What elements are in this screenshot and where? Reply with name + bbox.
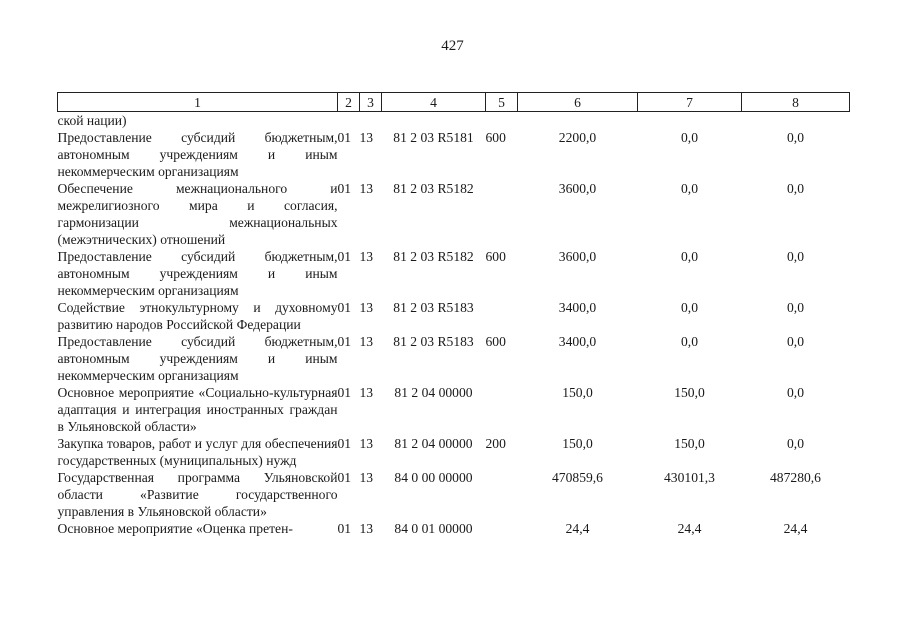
row-subsection: 13	[359, 334, 374, 349]
header-row	[58, 93, 850, 112]
continuation-row	[58, 112, 850, 130]
row-expense-type: 200	[485, 436, 506, 451]
row-target-article: 84 0 01 00000	[394, 521, 473, 536]
row-amount-year3: 0,0	[787, 300, 804, 315]
row-name: Обеспечение межнационального и межрелигиозного мира и согласия, гармонизации межнациональных (межэтнических) отношений	[57, 181, 338, 247]
row-amount-year1: 2200,0	[558, 130, 597, 145]
row-section: 01	[337, 436, 352, 451]
row-amount-year3: 0,0	[787, 181, 804, 196]
row-target-article: 81 2 03 R5182	[393, 181, 474, 196]
row-amount-year2: 0,0	[681, 300, 698, 315]
table-body	[58, 112, 850, 538]
row-subsection: 13	[359, 181, 374, 196]
table-row	[58, 520, 850, 537]
header-col-1: 1	[58, 93, 338, 112]
row-section: 01	[337, 249, 352, 264]
row-section: 01	[337, 334, 352, 349]
row-amount-year2: 150,0	[674, 385, 705, 400]
row-name: Государственная программа Ульяновской области «Развитие государственного управления в Ульяновской области»	[57, 470, 338, 519]
table-row	[58, 248, 850, 299]
row-section: 01	[337, 300, 352, 315]
page-number: 427	[441, 38, 464, 54]
table-row	[58, 129, 850, 180]
row-target-article: 84 0 00 00000	[394, 470, 473, 485]
header-col-3: 3	[360, 93, 382, 112]
row-amount-year3: 0,0	[787, 249, 804, 264]
row-subsection: 13	[359, 521, 374, 536]
row-name: Основное мероприятие «Социально-культурная адаптация и интеграция иностранных граждан в Ульяновской области»	[57, 385, 338, 434]
row-subsection: 13	[359, 470, 374, 485]
table-row	[58, 469, 850, 520]
row-amount-year2: 24,4	[677, 521, 702, 536]
row-expense-type	[486, 520, 518, 537]
row-subsection: 13	[359, 436, 374, 451]
row-amount-year3: 0,0	[787, 334, 804, 349]
row-subsection: 13	[359, 130, 374, 145]
row-section: 01	[337, 521, 352, 536]
row-subsection: 13	[359, 385, 374, 400]
row-section: 01	[337, 470, 352, 485]
row-target-article: 81 2 03 R5182	[393, 249, 474, 264]
row-amount-year1: 3400,0	[558, 334, 597, 349]
row-amount-year3: 487280,6	[770, 470, 821, 485]
table-row	[58, 333, 850, 384]
row-amount-year1: 470859,6	[552, 470, 603, 485]
row-expense-type: 600	[485, 334, 506, 349]
row-amount-year3: 0,0	[787, 436, 804, 451]
table-row	[58, 299, 850, 333]
row-section: 01	[337, 130, 352, 145]
row-amount-year2: 150,0	[674, 436, 705, 451]
row-name: Предоставление субсидий бюджетным, автономным учреждениям и иным некоммерческим организациям	[57, 334, 338, 383]
row-name: Основное мероприятие «Оценка претен-	[57, 521, 293, 536]
row-name: Предоставление субсидий бюджетным, автономным учреждениям и иным некоммерческим организациям	[57, 249, 338, 298]
row-expense-type	[486, 469, 518, 520]
row-amount-year1: 3600,0	[558, 181, 597, 196]
row-expense-type	[486, 299, 518, 333]
row-target-article: 81 2 04 00000	[394, 385, 473, 400]
row-subsection: 13	[359, 249, 374, 264]
row-expense-type: 600	[485, 249, 506, 264]
header-col-5: 5	[486, 93, 518, 112]
row-amount-year1: 3400,0	[558, 300, 597, 315]
row-amount-year1: 24,4	[565, 521, 590, 536]
header-col-8: 8	[742, 93, 850, 112]
row-amount-year2: 0,0	[681, 130, 698, 145]
row-amount-year1: 150,0	[562, 436, 593, 451]
row-section: 01	[337, 385, 352, 400]
continuation-text: ской нации)	[57, 113, 127, 128]
row-target-article: 81 2 04 00000	[394, 436, 473, 451]
row-amount-year1: 150,0	[562, 385, 593, 400]
row-amount-year3: 0,0	[787, 385, 804, 400]
row-amount-year2: 0,0	[681, 249, 698, 264]
row-amount-year2: 430101,3	[664, 470, 715, 485]
row-amount-year3: 0,0	[787, 130, 804, 145]
row-amount-year2: 0,0	[681, 181, 698, 196]
table-row	[58, 435, 850, 469]
row-expense-type: 600	[485, 130, 506, 145]
row-target-article: 81 2 03 R5183	[393, 334, 474, 349]
row-section: 01	[337, 181, 352, 196]
row-name: Предоставление субсидий бюджетным, автономным учреждениям и иным некоммерческим организациям	[57, 130, 338, 179]
budget-table	[57, 92, 850, 537]
row-expense-type	[486, 384, 518, 435]
row-expense-type	[486, 180, 518, 248]
row-subsection: 13	[359, 300, 374, 315]
row-amount-year2: 0,0	[681, 334, 698, 349]
header-col-6: 6	[518, 93, 638, 112]
row-name: Закупка товаров, работ и услуг для обеспечения государственных (муниципальных) нужд	[57, 436, 338, 468]
table-row	[58, 180, 850, 248]
header-col-7: 7	[638, 93, 742, 112]
header-col-2: 2	[338, 93, 360, 112]
row-target-article: 81 2 03 R5183	[393, 300, 474, 315]
header-col-4: 4	[382, 93, 486, 112]
row-amount-year3: 24,4	[783, 521, 808, 536]
row-target-article: 81 2 03 R5181	[393, 130, 474, 145]
row-name: Содействие этнокультурному и духовному развитию народов Российской Федерации	[57, 300, 338, 332]
table-row	[58, 384, 850, 435]
row-amount-year1: 3600,0	[558, 249, 597, 264]
